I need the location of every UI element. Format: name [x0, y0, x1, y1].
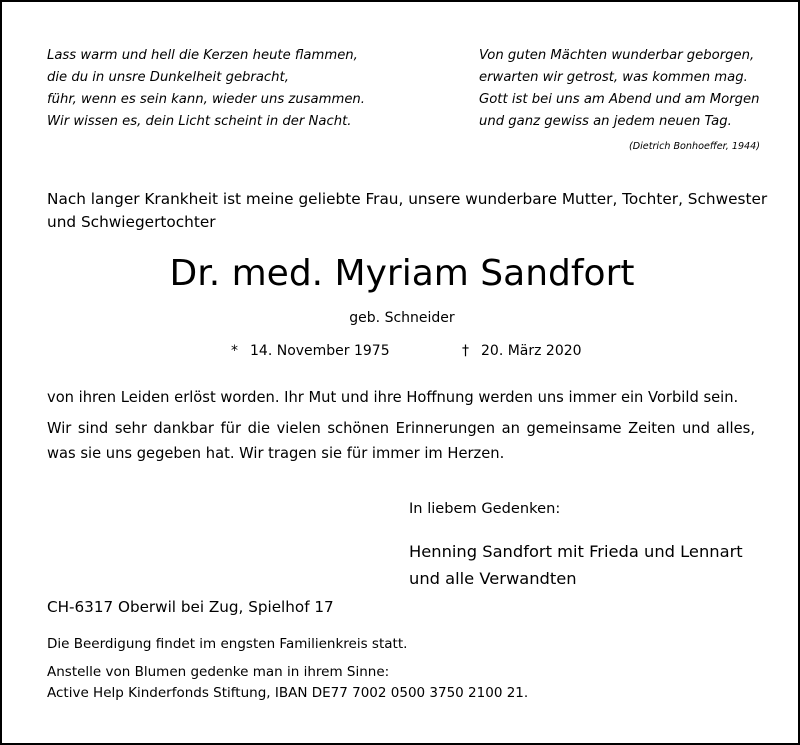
body-paragraph-2: Wir sind sehr dankbar für die vielen schönen Erinnerungen an gemeinsame Zeiten und alles, was sie uns gegeben hat. Wir tragen sie für immer im Herzen.	[47, 420, 755, 462]
death-date: 20. März 2020	[481, 343, 582, 359]
mourners-line: und alle Verwandten	[409, 569, 577, 588]
death-date-line	[462, 343, 582, 359]
poem-line: Wir wissen es, dein Licht scheint in der Nacht.	[47, 114, 352, 129]
donation-line: Anstelle von Blumen gedenke man in ihrem Sinne:	[47, 664, 390, 680]
poem-right	[479, 45, 760, 133]
poem-line: die du in unsre Dunkelheit gebracht,	[47, 70, 289, 85]
poem-left	[47, 45, 365, 133]
intro-text	[47, 188, 767, 234]
mourners-label: In liebem Gedenken:	[409, 500, 561, 517]
donation-note	[47, 662, 528, 704]
birth-date: 14. November 1975	[250, 343, 390, 359]
donation-line: Active Help Kinderfonds Stiftung, IBAN DE77 7002 0500 3750 2100 21.	[47, 685, 529, 701]
poem-line: erwarten wir getrost, was kommen mag.	[479, 70, 748, 85]
poem-line: und ganz gewiss an jedem neuen Tag.	[479, 114, 732, 129]
mourners-line: Henning Sandfort mit Frieda und Lennart	[409, 542, 743, 561]
intro-line: Nach langer Krankheit ist meine geliebte Frau, unsere wunderbare Mutter, Tochter, Schwester	[47, 190, 768, 208]
maiden-name: geb. Schneider	[349, 310, 455, 326]
poem-line: Von guten Mächten wunderbar geborgen,	[479, 48, 755, 63]
address: CH-6317 Oberwil bei Zug, Spielhof 17	[47, 598, 334, 616]
mourners-names	[409, 538, 743, 592]
birth-date-line	[231, 343, 390, 359]
poem-line: führ, wenn es sein kann, wieder uns zusammen.	[47, 92, 365, 107]
funeral-note: Die Beerdigung findet im engsten Familienkreis statt.	[47, 636, 408, 652]
deceased-name: Dr. med. Myriam Sandfort	[169, 253, 635, 294]
poem-line: Lass warm und hell die Kerzen heute flammen,	[47, 48, 358, 63]
poem-line: Gott ist bei uns am Abend und am Morgen	[479, 92, 760, 107]
intro-line: und Schwiegertochter	[47, 213, 216, 231]
poem-attribution: (Dietrich Bonhoeffer, 1944)	[629, 141, 761, 152]
death-cross-icon: †	[462, 343, 469, 359]
birth-star-icon: *	[231, 343, 238, 359]
body-paragraph-1: von ihren Leiden erlöst worden. Ihr Mut und ihre Hoffnung werden uns immer ein Vorbild sein.	[47, 389, 739, 406]
